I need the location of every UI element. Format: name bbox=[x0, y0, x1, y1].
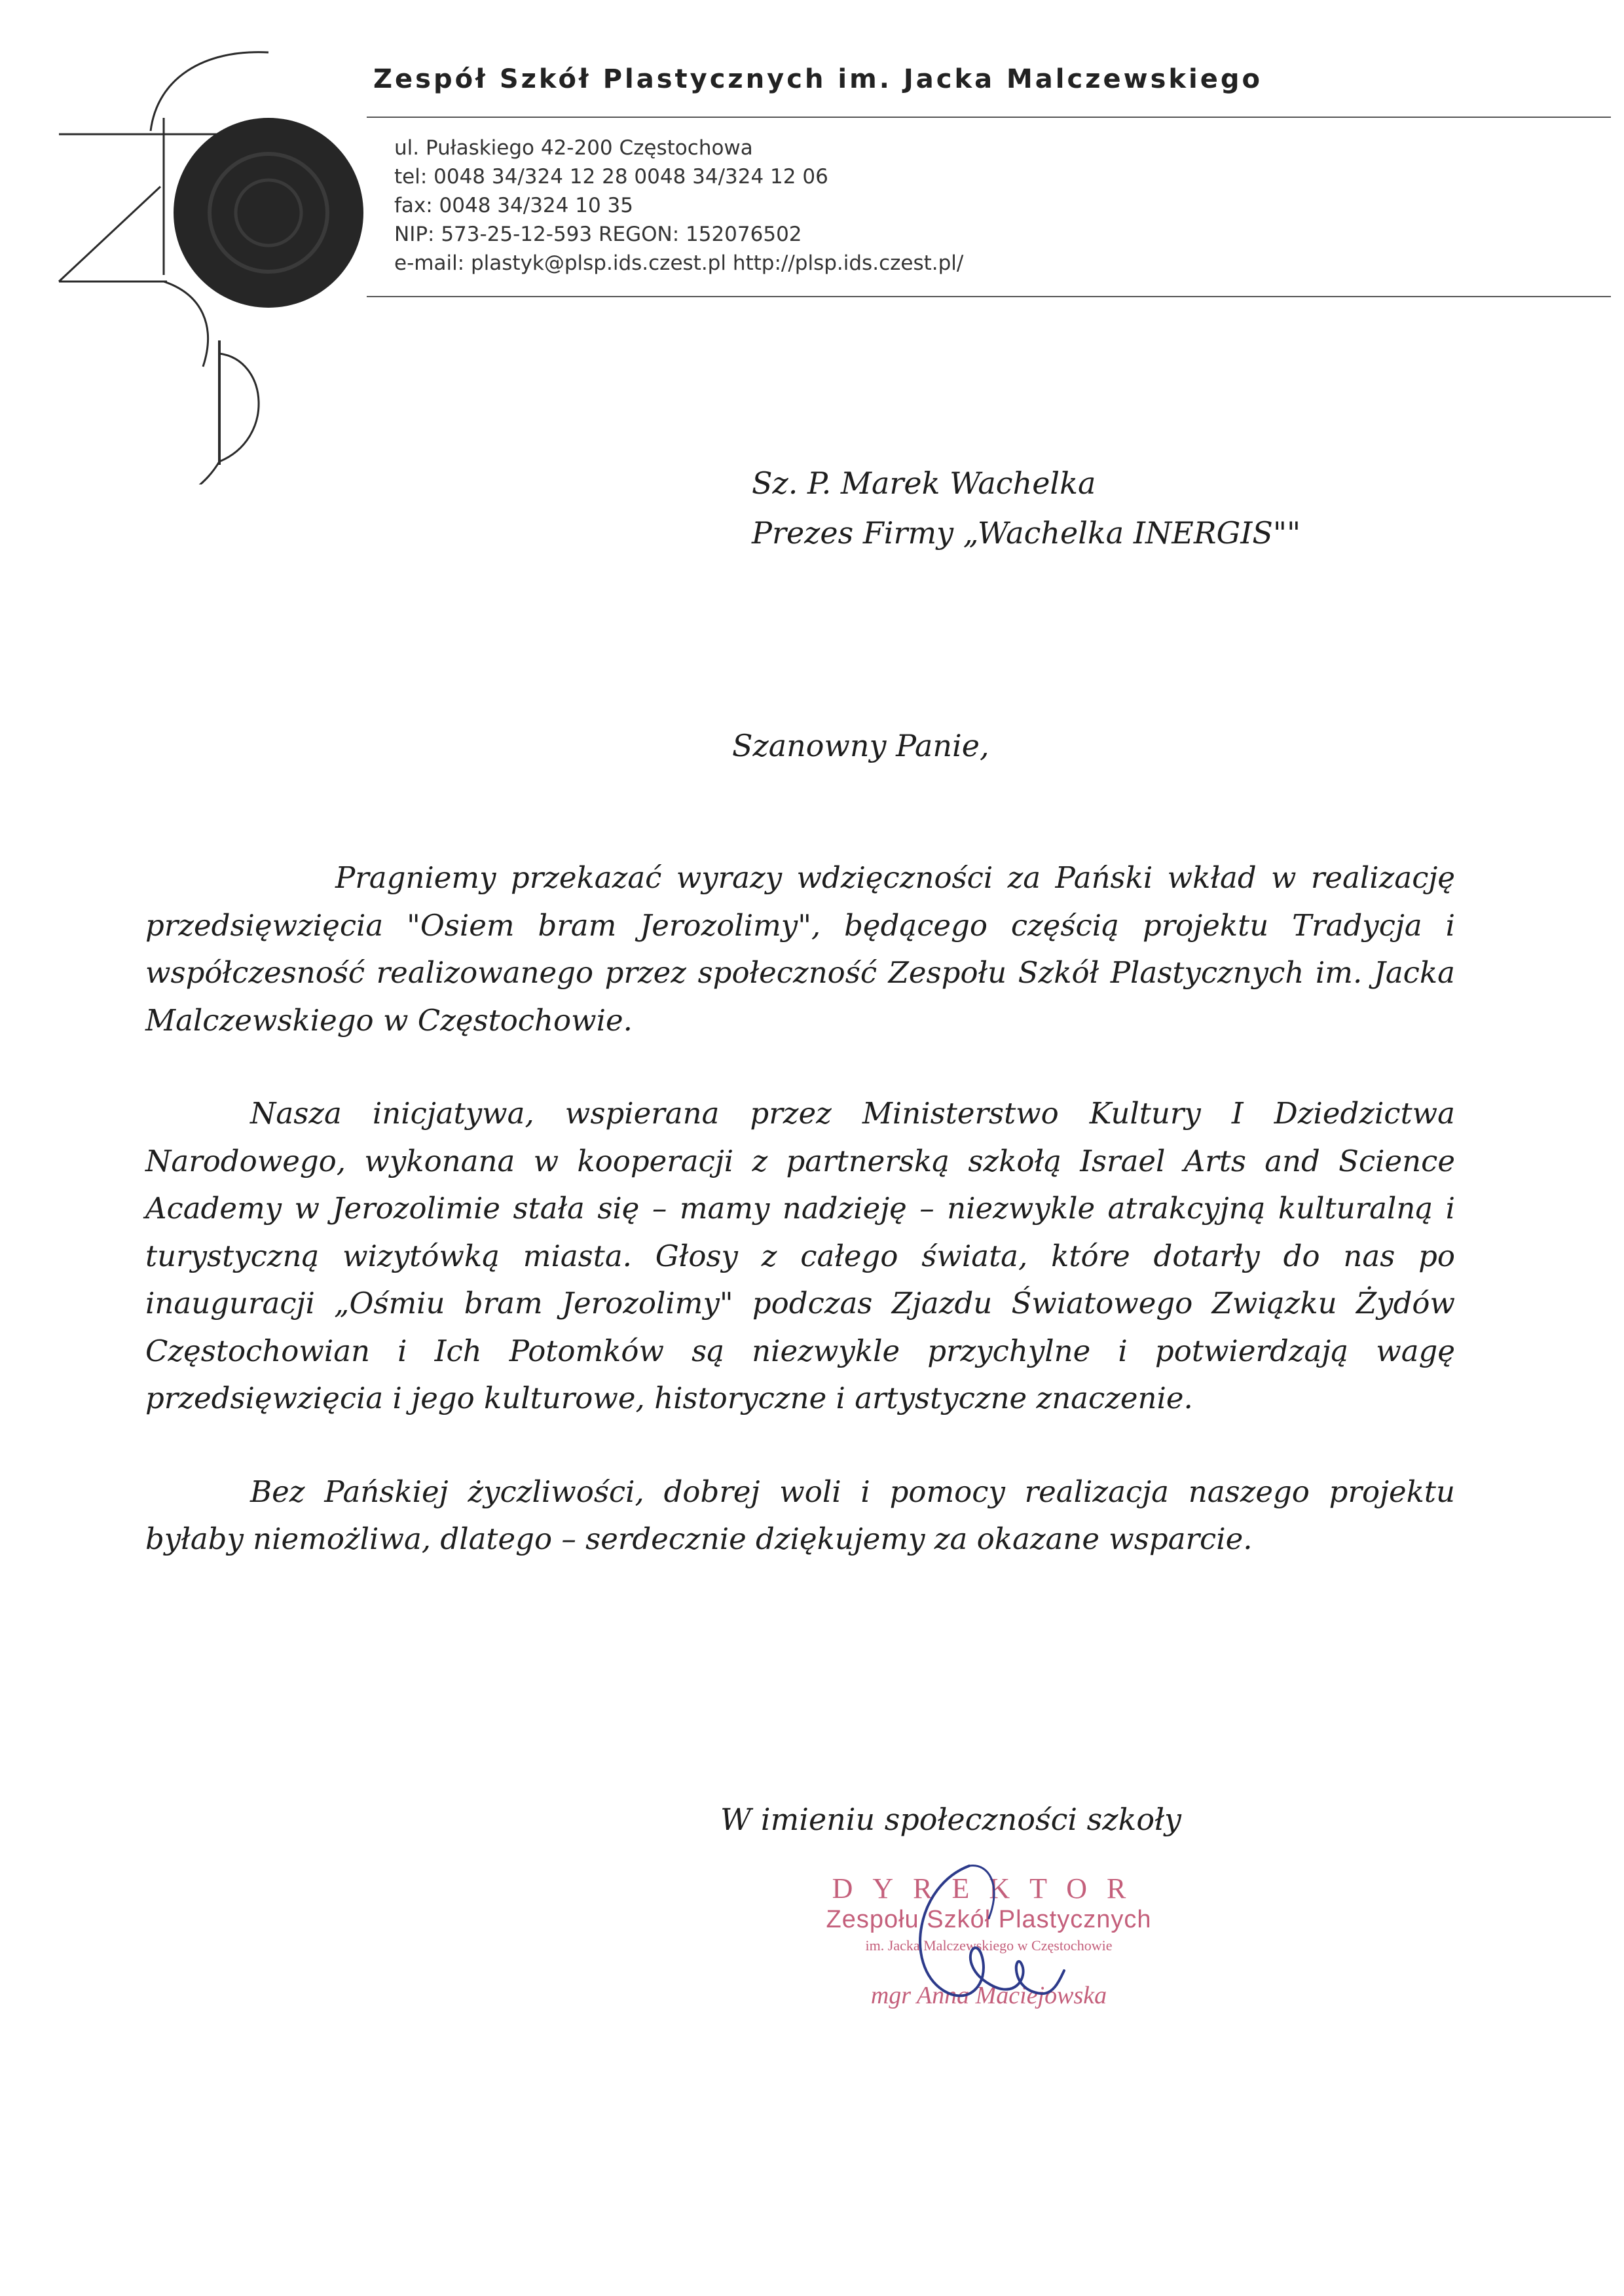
paragraph: Nasza inicjatywa, wspierana przez Ministerstwo Kultury I Dziedzictwa Narodowego, wykonana w kooperacji z partnerską szkołą Israel Arts and Science Academy w Jerozolimie stała się – mamy nadzieję – niezwykle atrakcyjną kulturalną i turystyczną wizytówką miasta. Głosy z całego świata, które dotarły do nas po inauguracji „Ośmiu bram Jerozolimy" podczas Zjazdu Światowego Związku Żydów Częstochowian i Ich Potomków są niezwykle przychylne i potwierdzają wagę przedsięwzięcia i jego kulturowe, historyczne i artystyczne znaczenie. bbox=[145, 1096, 1455, 1415]
header-divider bbox=[367, 117, 1611, 118]
address-line: ul. Pułaskiego 42-200 Częstochowa bbox=[394, 136, 753, 160]
stamp-city: im. Jacka Malczewskiego w Częstochowie bbox=[865, 1937, 1113, 1954]
paragraph: Bez Pańskiej życzliwości, dobrej woli i pomocy realizacja naszego projektu byłaby niemożliwa, dlatego – serdecznie dziękujemy za okazane wsparcie. bbox=[145, 1474, 1455, 1556]
closing-line: W imieniu społeczności szkoły bbox=[720, 1802, 1181, 1837]
contact-divider bbox=[367, 296, 1611, 297]
paragraph: Pragniemy przekazać wyrazy wdzięczności za Pański wkład w realizację przedsięwzięcia "Osiem bram Jerozolimy", będącego częścią projektu Tradycja i współczesność realizowanego przez społeczność Zespołu Szkół Plastycznych im. Jacka Malczewskiego w Częstochowie. bbox=[145, 860, 1455, 1038]
tax-id-line: NIP: 573-25-12-593 REGON: 152076502 bbox=[394, 223, 802, 246]
stamp-signatory: mgr Anna Maciejowska bbox=[870, 1982, 1107, 2009]
signature-icon bbox=[891, 1859, 1087, 2030]
stamp-organization: Zespołu Szkół Plastycznych bbox=[826, 1906, 1152, 1933]
fax-line: fax: 0048 34/324 10 35 bbox=[394, 194, 633, 217]
school-logo-icon bbox=[52, 39, 367, 484]
recipient-name: Sz. P. Marek Wachelka bbox=[752, 465, 1096, 501]
contact-block bbox=[394, 134, 963, 278]
salutation: Szanowny Panie, bbox=[732, 728, 989, 763]
school-name: Zespół Szkół Plastycznych im. Jacka Malczewskiego bbox=[373, 64, 1263, 94]
phone-line: tel: 0048 34/324 12 28 0048 34/324 12 06 bbox=[394, 165, 828, 189]
email-web-line: e-mail: plastyk@plsp.ids.czest.pl http://plsp.ids.czest.pl/ bbox=[394, 251, 964, 275]
stamp-title: DYREKTOR bbox=[832, 1872, 1146, 1904]
recipient-title: Prezes Firmy „Wachelka INERGIS"" bbox=[752, 515, 1301, 551]
letter-body bbox=[145, 854, 1455, 1609]
recipient-block bbox=[752, 458, 1301, 558]
